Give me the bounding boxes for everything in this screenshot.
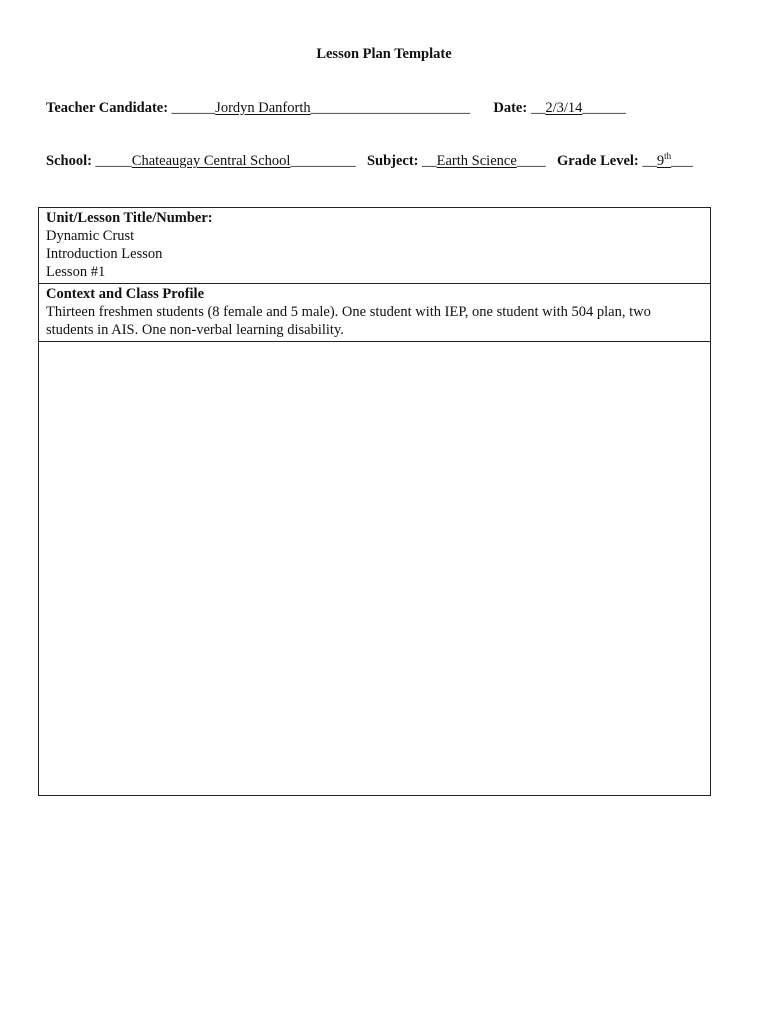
- school-label: School:: [46, 153, 92, 169]
- lesson-plan-table: [38, 207, 711, 796]
- context-heading: Context and Class Profile: [46, 286, 205, 302]
- grade-value: [657, 153, 671, 169]
- subject-label: Subject:: [366, 153, 419, 169]
- unit-line: Lesson #1: [46, 264, 106, 280]
- school-name: Chateaugay Central School: [131, 153, 291, 169]
- context-cell: [39, 284, 710, 342]
- school-subject-grade-line: [46, 153, 693, 170]
- subject-pre-blank: __: [418, 153, 437, 169]
- unit-title-cell: [39, 208, 710, 284]
- unit-line: Dynamic Crust: [46, 228, 135, 244]
- context-line: Thirteen freshmen students (8 female and 5 male). One student with IEP, one student with 504 plan, two: [46, 304, 651, 320]
- grade-post-blank: ___: [671, 153, 693, 169]
- subject-value: Earth Science: [436, 153, 517, 169]
- blank-content-area[interactable]: [39, 342, 710, 345]
- subject-post-blank: ____: [516, 153, 546, 169]
- teacher-label: Teacher Candidate:: [46, 100, 169, 116]
- grade-pre-blank: __: [638, 153, 657, 169]
- teacher-pre-blank: ______: [168, 100, 216, 116]
- date-value: 2/3/14: [545, 100, 583, 116]
- date-pre-blank: __: [527, 100, 546, 116]
- unit-title-heading: Unit/Lesson Title/Number:: [46, 210, 213, 226]
- date-post-blank: ______: [582, 100, 626, 116]
- date-label: Date:: [493, 100, 528, 116]
- grade-label: Grade Level:: [557, 153, 639, 169]
- grade-number: 9: [656, 153, 665, 169]
- grade-suffix: th: [664, 151, 672, 162]
- context-line: students in AIS. One non-verbal learning disability.: [46, 322, 344, 338]
- school-pre-blank: _____: [91, 153, 132, 169]
- teacher-date-line: [46, 100, 626, 117]
- school-post-blank: _________: [290, 153, 356, 169]
- teacher-name: Jordyn Danforth: [215, 100, 311, 116]
- document-title: Lesson Plan Template: [316, 46, 452, 62]
- teacher-post-blank: ______________________: [310, 100, 471, 116]
- unit-line: Introduction Lesson: [46, 246, 163, 262]
